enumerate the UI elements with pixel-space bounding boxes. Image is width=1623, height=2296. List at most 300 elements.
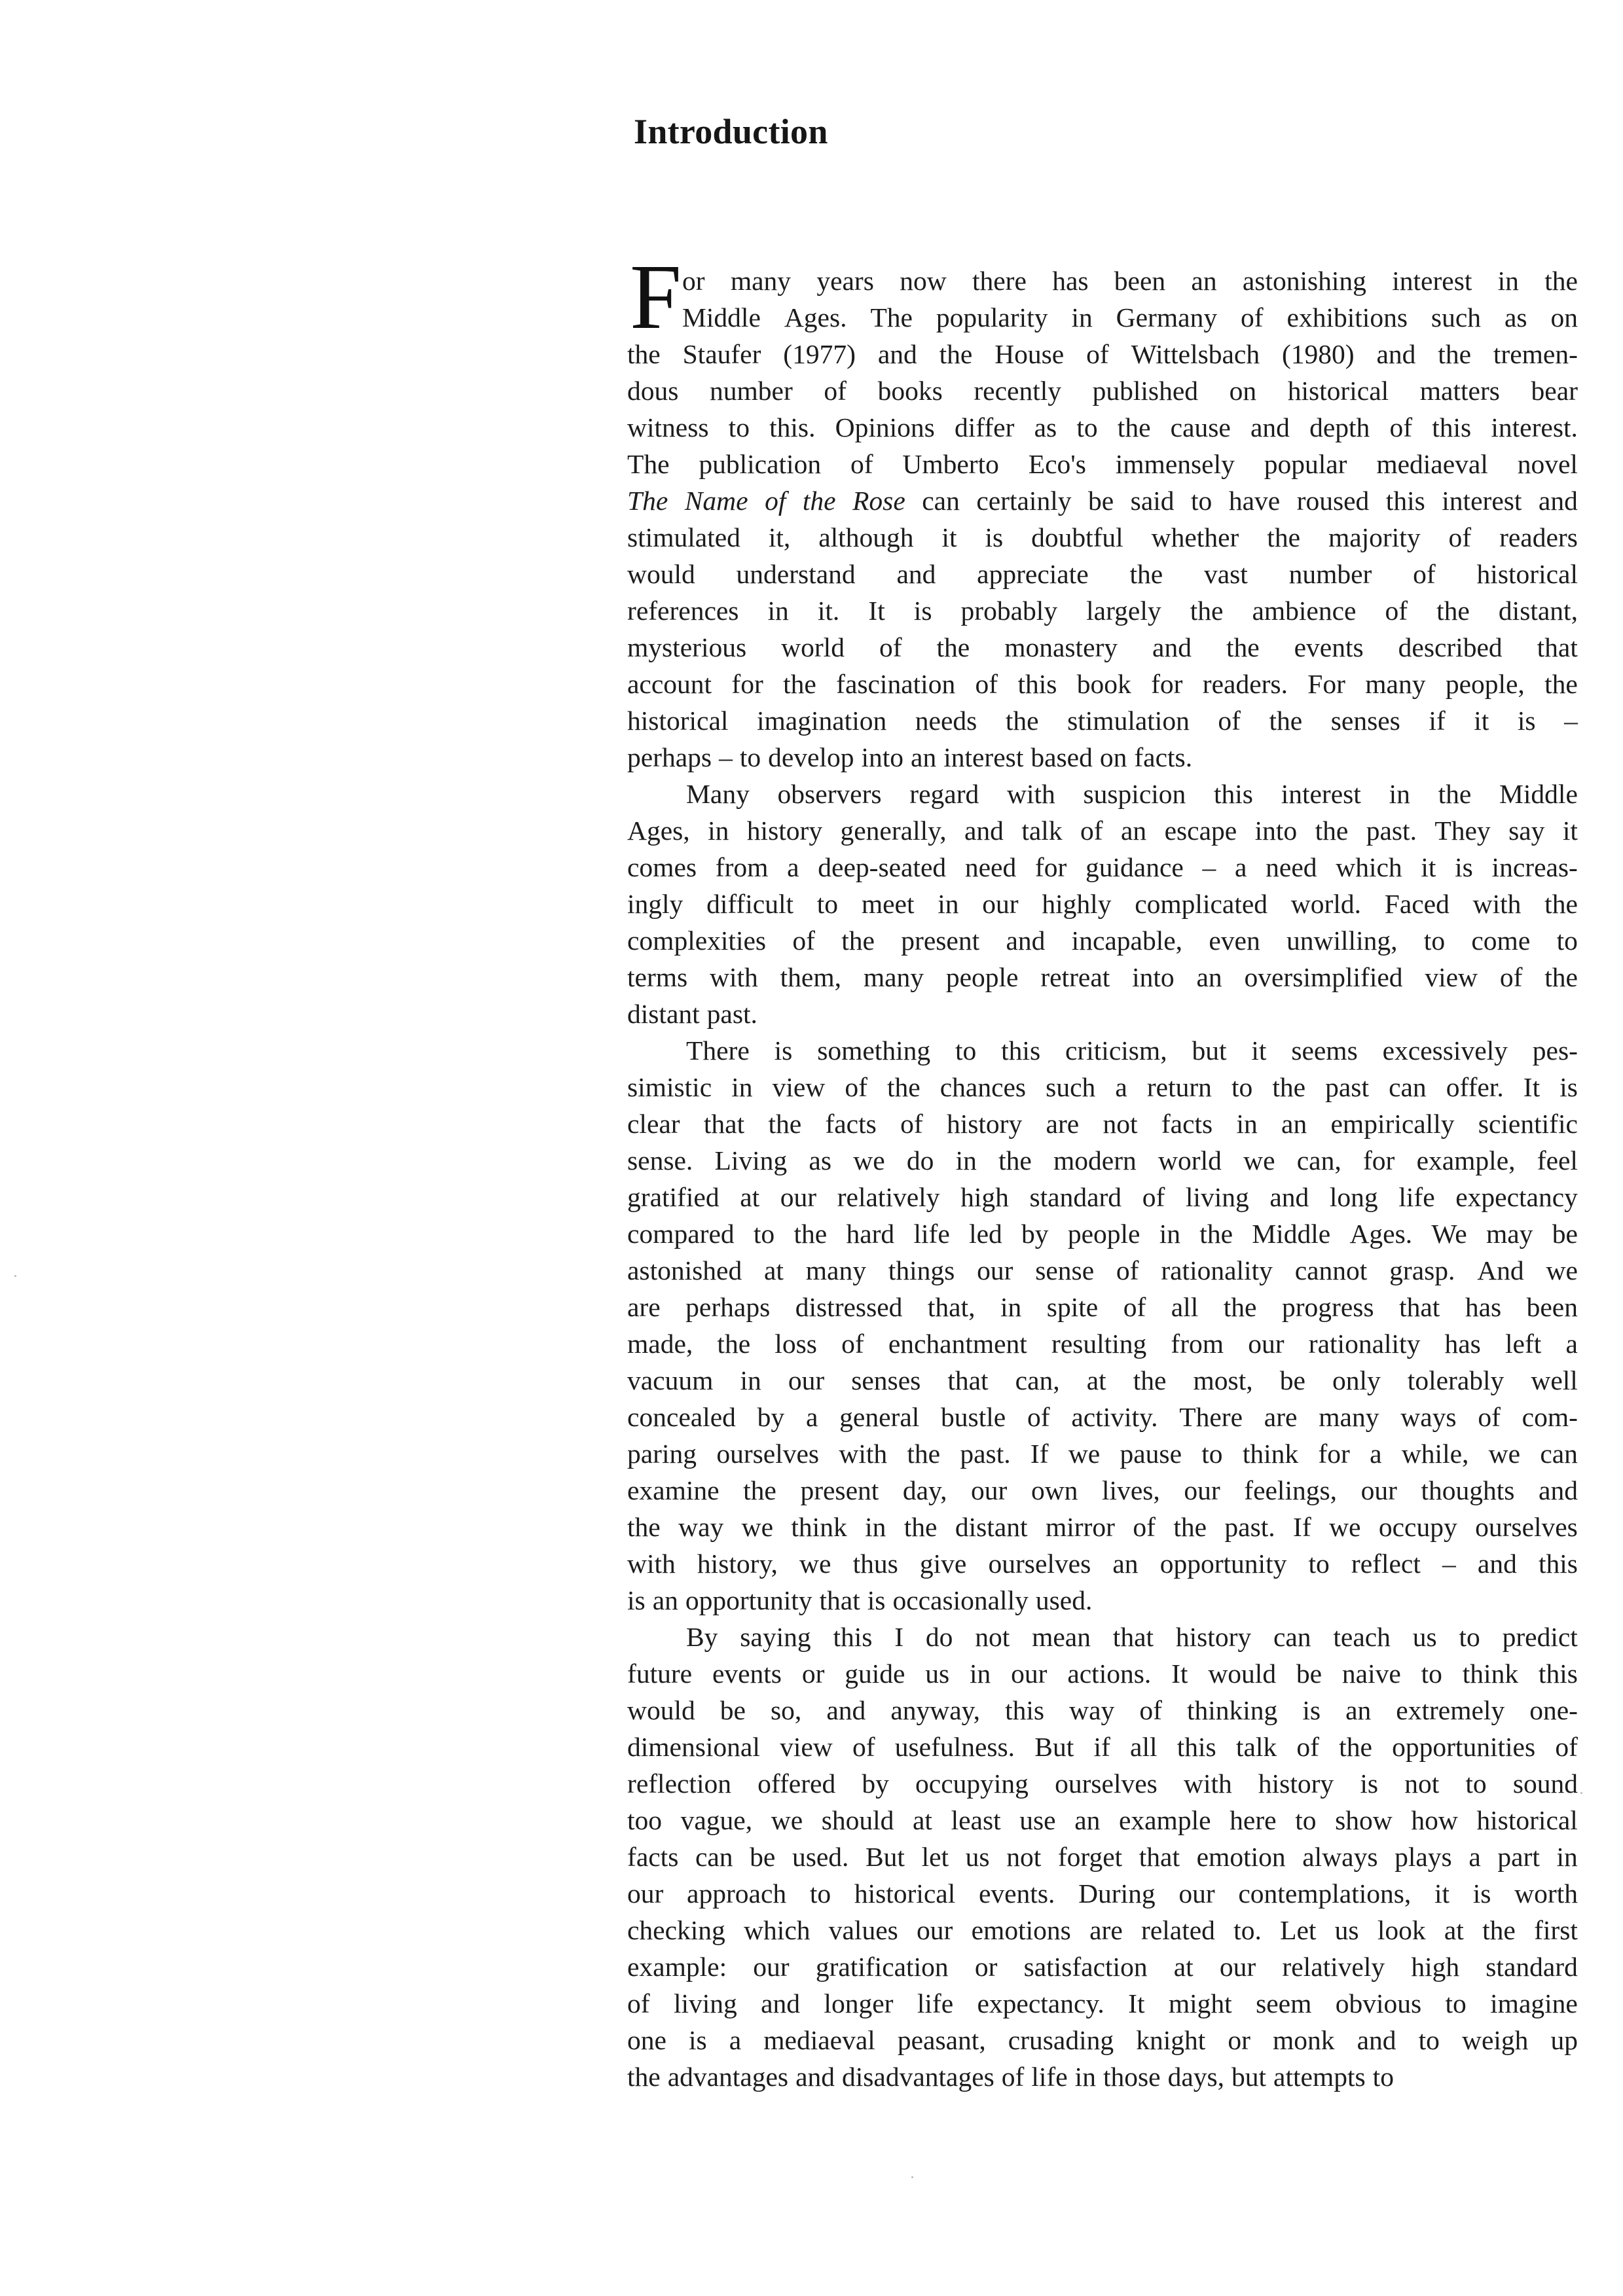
word: us: [925, 1659, 950, 1689]
word: ingly: [627, 889, 684, 919]
word: if: [1429, 706, 1446, 736]
word: for: [731, 669, 763, 699]
word: Staufer: [682, 339, 761, 369]
word: the: [1199, 1219, 1233, 1249]
text-line: [627, 1802, 1578, 1839]
paragraph: [627, 776, 1578, 1032]
text-line: [627, 1545, 1578, 1582]
word: to: [1308, 1549, 1330, 1579]
word: need: [1266, 852, 1317, 882]
word: it: [941, 522, 957, 552]
word: past.: [960, 1439, 1011, 1469]
word: with: [1472, 889, 1522, 919]
word: and: [761, 1988, 801, 2018]
word: the: [1544, 962, 1578, 992]
word: should: [821, 1805, 894, 1835]
word: history: [1258, 1768, 1334, 1799]
word: weigh: [1461, 2025, 1529, 2055]
word: the: [841, 925, 875, 956]
word: relatively: [1282, 1952, 1385, 1982]
text-line: [627, 1472, 1578, 1509]
word: part: [1497, 1842, 1540, 1872]
text-line: [627, 922, 1578, 959]
word: mysterious: [627, 632, 747, 662]
word: many: [805, 1255, 866, 1285]
word: incapable,: [1071, 925, 1183, 956]
word: not: [1404, 1768, 1440, 1799]
word: in: [1159, 1219, 1181, 1249]
paragraph: [627, 1032, 1578, 1619]
word: that: [1139, 1842, 1180, 1872]
word: and: [1376, 339, 1416, 369]
word: said: [1130, 486, 1175, 516]
word: present: [800, 1475, 879, 1505]
word: readers: [1499, 522, 1578, 552]
word: up: [1550, 2025, 1578, 2055]
word: is: [689, 2025, 707, 2055]
word: Name: [684, 486, 748, 516]
word: advantages: [667, 2062, 789, 2092]
word: such: [1431, 302, 1481, 332]
word: of: [1139, 1695, 1162, 1725]
word: difficult: [706, 889, 794, 919]
word: It: [1523, 1072, 1541, 1102]
word: with: [839, 1439, 888, 1469]
word: loss: [775, 1329, 817, 1359]
word: needs: [915, 706, 977, 736]
word: standard: [1029, 1182, 1122, 1212]
word: day,: [902, 1475, 947, 1505]
word: develop: [768, 742, 854, 772]
word: cannot: [1294, 1255, 1368, 1285]
word: not: [975, 1622, 1010, 1652]
word: years: [816, 266, 874, 296]
word: guide: [845, 1659, 905, 1689]
word: vacuum: [627, 1365, 714, 1395]
word: teach: [1333, 1622, 1391, 1652]
word: They: [1434, 816, 1491, 846]
word: of: [1123, 1292, 1146, 1322]
word: paring: [627, 1439, 697, 1469]
text-line: [627, 519, 1578, 556]
word: and: [1269, 1182, 1309, 1212]
text-line: [627, 1179, 1578, 1215]
word: can: [1389, 1072, 1427, 1102]
body-text: [627, 245, 1578, 2095]
word: distressed: [795, 1292, 903, 1322]
word: the: [1544, 889, 1578, 919]
text-line: [627, 1948, 1578, 1985]
word: It: [1128, 1988, 1145, 2018]
word: ourselves: [716, 1439, 820, 1469]
word: facts.: [1134, 742, 1193, 772]
text-line: [627, 1692, 1578, 1729]
text-line: [627, 1729, 1578, 1765]
word: mediaeval: [763, 2025, 875, 2055]
word: There: [686, 1035, 750, 1066]
word: roused: [1296, 486, 1370, 516]
word: too: [627, 1805, 663, 1835]
word: immensely: [1115, 449, 1235, 479]
word: and: [1006, 925, 1046, 956]
word: that,: [927, 1292, 976, 1322]
word: from: [1171, 1329, 1224, 1359]
word: we: [799, 1549, 831, 1579]
word: as: [1504, 302, 1527, 332]
word: guidance: [1085, 852, 1184, 882]
text-line: [627, 812, 1578, 849]
word: it: [1434, 1878, 1450, 1909]
word: high: [960, 1182, 1009, 1212]
word: to: [1191, 486, 1213, 516]
word: would: [627, 559, 695, 589]
word: complexities: [627, 925, 767, 956]
word: of: [1499, 962, 1523, 992]
word: of: [1218, 706, 1241, 736]
word: the: [998, 1145, 1032, 1175]
word: show: [1335, 1805, 1393, 1835]
word: all: [1171, 1292, 1199, 1322]
text-line: [627, 776, 1578, 812]
text-line: [627, 1655, 1578, 1692]
word: and: [1477, 1549, 1517, 1579]
word: on: [1550, 302, 1578, 332]
word: history: [946, 1109, 1023, 1139]
word: There: [1179, 1402, 1243, 1432]
word: people,: [1445, 669, 1525, 699]
word: at: [1086, 1365, 1106, 1395]
word: The: [870, 302, 913, 332]
word: (1977): [783, 339, 856, 369]
word: talk: [1021, 816, 1063, 846]
word: of: [1116, 1255, 1139, 1285]
word: distant: [955, 1512, 1028, 1542]
word: interest: [1392, 266, 1472, 296]
word: the: [802, 486, 836, 516]
word: naive: [1341, 1659, 1401, 1689]
word: come: [1471, 925, 1531, 956]
word: if: [1093, 1732, 1110, 1762]
word: recently: [974, 376, 1061, 406]
word: senses: [1330, 706, 1400, 736]
word: in: [1236, 1109, 1258, 1139]
word: to: [1421, 1659, 1442, 1689]
word: always: [1302, 1842, 1378, 1872]
word: is: [1517, 706, 1536, 736]
word: perhaps: [627, 742, 712, 772]
word: of: [1413, 559, 1436, 589]
word: Eco's: [1028, 449, 1086, 479]
word: is: [627, 1585, 646, 1615]
word: monk: [1273, 2025, 1335, 2055]
word: this: [833, 1622, 873, 1652]
word: novel: [1517, 449, 1578, 479]
word: If: [1293, 1512, 1311, 1542]
word: pause: [1120, 1439, 1182, 1469]
word: the: [627, 2062, 661, 2092]
scan-speck: [14, 1275, 16, 1277]
word: com-: [1522, 1402, 1578, 1432]
word: an: [1112, 1549, 1139, 1579]
word: worth: [1514, 1878, 1578, 1909]
word: to: [1556, 925, 1578, 956]
word: way: [1069, 1695, 1115, 1725]
word: sense: [1035, 1255, 1095, 1285]
word: but: [1231, 2062, 1267, 2092]
word: of: [879, 632, 902, 662]
word: sound: [1512, 1768, 1578, 1799]
word: ourselves: [1055, 1768, 1158, 1799]
word: thus: [852, 1549, 898, 1579]
word: in: [955, 1145, 977, 1175]
word: dous: [627, 376, 679, 406]
word: has: [1465, 1292, 1502, 1322]
text-line: [627, 1985, 1578, 2022]
word: is: [1559, 1072, 1578, 1102]
word: feelings,: [1244, 1475, 1338, 1505]
word: Ages.: [784, 302, 847, 332]
text-line: [627, 1142, 1578, 1179]
word: predict: [1502, 1622, 1578, 1652]
word: to: [1465, 1768, 1487, 1799]
word: are: [1264, 1402, 1298, 1432]
word: it: [1474, 706, 1489, 736]
word: we: [1243, 1145, 1275, 1175]
word: not: [1006, 1842, 1042, 1872]
word: in: [938, 889, 959, 919]
text-line: [627, 409, 1578, 446]
word: seems: [1291, 1035, 1358, 1066]
word: of: [627, 1988, 650, 2018]
word: in: [1556, 1842, 1578, 1872]
word: of: [765, 486, 786, 516]
text-line: [627, 1399, 1578, 1435]
word: Middle: [682, 302, 761, 332]
word: is: [774, 1035, 793, 1066]
word: the: [743, 1475, 776, 1505]
word: to: [753, 1219, 775, 1249]
text-line: [627, 1105, 1578, 1142]
word: view: [772, 1072, 826, 1102]
paragraph: [627, 262, 1578, 776]
word: world: [781, 632, 845, 662]
word: the: [627, 1512, 661, 1542]
word: here: [1230, 1805, 1277, 1835]
word: exhibitions: [1286, 302, 1408, 332]
word: left: [1505, 1329, 1542, 1359]
word: view: [780, 1732, 833, 1762]
word: would: [1208, 1659, 1277, 1689]
word: usefulness.: [894, 1732, 1015, 1762]
word: resulting: [1051, 1329, 1147, 1359]
word: Opinions: [835, 412, 935, 442]
word: at: [1173, 1952, 1194, 1982]
word: disadvantages: [841, 2062, 994, 2092]
word: our: [1248, 1329, 1285, 1359]
word: bustle: [941, 1402, 1006, 1432]
word: popular: [1264, 449, 1347, 479]
word: all: [1130, 1732, 1158, 1762]
word: in: [1074, 2062, 1096, 2092]
word: it: [1251, 1035, 1267, 1066]
word: imagination: [756, 706, 887, 736]
word: Germany: [1116, 302, 1218, 332]
word: to: [955, 1035, 977, 1066]
word: to: [728, 412, 750, 442]
word: in: [865, 1512, 886, 1542]
word: been: [1114, 266, 1166, 296]
word: astonished: [627, 1255, 742, 1285]
word: that: [819, 1585, 860, 1615]
word: things: [888, 1255, 955, 1285]
word: seem: [1256, 1988, 1312, 2018]
word: the: [1129, 559, 1163, 589]
word: an: [911, 742, 937, 772]
word: example:: [627, 1952, 727, 1982]
word: way: [678, 1512, 724, 1542]
word: of: [975, 669, 998, 699]
word: –: [1202, 852, 1216, 882]
word: gratified: [627, 1182, 720, 1212]
word: long: [1329, 1182, 1378, 1212]
word: of: [1080, 816, 1103, 846]
word: peasant,: [897, 2025, 986, 2055]
word: have: [1228, 486, 1281, 516]
word: this: [1005, 1695, 1045, 1725]
word: be: [720, 1695, 746, 1725]
word: of: [1001, 2062, 1025, 2092]
word: thoughts: [1421, 1475, 1515, 1505]
word: is: [1472, 1878, 1491, 1909]
word: how: [1411, 1805, 1458, 1835]
word: an: [1345, 1695, 1372, 1725]
word: it: [1562, 816, 1578, 846]
word: and: [1539, 1475, 1578, 1505]
word: this: [1176, 1732, 1216, 1762]
word: high: [1411, 1952, 1460, 1982]
word: of: [1133, 1512, 1156, 1542]
word: are: [1046, 1109, 1080, 1139]
word: view: [1425, 962, 1478, 992]
word: the: [1438, 779, 1472, 809]
word: opportunities: [1392, 1732, 1536, 1762]
word: distant,: [1498, 596, 1578, 626]
word: life: [917, 1988, 954, 2018]
word: contemplations,: [1238, 1878, 1412, 1909]
word: something: [817, 1035, 931, 1066]
text-line: [627, 1839, 1578, 1875]
word: described: [1398, 632, 1503, 662]
word: the: [903, 1512, 938, 1542]
word: present: [901, 925, 980, 956]
word: only: [1332, 1365, 1381, 1395]
word: doubtful: [1031, 522, 1123, 552]
text-line: [627, 959, 1578, 996]
word: sense.: [627, 1145, 693, 1175]
text-line: [627, 1912, 1578, 1948]
word: modern: [1053, 1145, 1137, 1175]
word: bear: [1531, 376, 1578, 406]
word: the: [1544, 266, 1578, 296]
word: criticism,: [1065, 1035, 1167, 1066]
word: interest: [943, 742, 1024, 772]
word: well: [1531, 1365, 1578, 1395]
word: this: [1017, 669, 1057, 699]
word: we: [771, 1805, 803, 1835]
word: in: [1071, 302, 1093, 332]
word: escape: [1164, 816, 1237, 846]
word: number: [1288, 559, 1372, 589]
word: we: [853, 1145, 885, 1175]
word: this: [1432, 412, 1472, 442]
word: most,: [1193, 1365, 1253, 1395]
word: with: [1183, 1768, 1232, 1799]
word: talk: [1235, 1732, 1277, 1762]
word: forget: [1057, 1842, 1123, 1872]
word: can: [695, 1842, 733, 1872]
text-line: [627, 446, 1578, 482]
word: even: [1209, 925, 1260, 956]
text-line: [627, 1252, 1578, 1289]
word: grasp.: [1389, 1255, 1455, 1285]
word: while,: [1401, 1439, 1469, 1469]
word: oversimplified: [1244, 962, 1403, 992]
word: gratification: [815, 1952, 949, 1982]
word: –: [1564, 706, 1578, 736]
word: suspicion: [1083, 779, 1186, 809]
word: occasionally: [892, 1585, 1029, 1615]
word: Umberto: [902, 449, 999, 479]
text-line: [627, 262, 1578, 299]
word: at: [913, 1805, 932, 1835]
word: books: [877, 376, 943, 406]
word: The: [627, 486, 668, 516]
word: readers.: [1202, 669, 1288, 699]
word: with: [627, 1549, 676, 1579]
word: it,: [768, 522, 791, 552]
word: so,: [771, 1695, 802, 1725]
word: compared: [627, 1219, 735, 1249]
word: the: [717, 1329, 751, 1359]
word: largely: [1086, 596, 1161, 626]
word: a: [1115, 1072, 1127, 1102]
word: the: [1226, 632, 1260, 662]
word: many: [863, 962, 924, 992]
word: this: [1385, 486, 1425, 516]
word: for: [1151, 669, 1183, 699]
word: is: [1360, 1768, 1379, 1799]
word: and: [964, 816, 1004, 846]
word: hard: [846, 1219, 895, 1249]
word: excessively: [1382, 1035, 1508, 1066]
word: ways: [1400, 1402, 1457, 1432]
chapter-heading: Introduction: [634, 112, 828, 151]
word: Rose: [852, 486, 905, 516]
word: rationality: [1308, 1329, 1421, 1359]
word: approach: [687, 1878, 787, 1909]
word: world: [1158, 1145, 1222, 1175]
word: into: [1132, 962, 1175, 992]
word: life: [1398, 1182, 1435, 1212]
word: the: [1269, 706, 1303, 736]
word: now: [900, 266, 947, 296]
text-line: [627, 1875, 1578, 1912]
word: as: [809, 1145, 831, 1175]
word: generally,: [840, 816, 947, 846]
word: attempts: [1273, 2062, 1366, 2092]
word: of: [1389, 412, 1413, 442]
word: interest.: [1491, 412, 1578, 442]
